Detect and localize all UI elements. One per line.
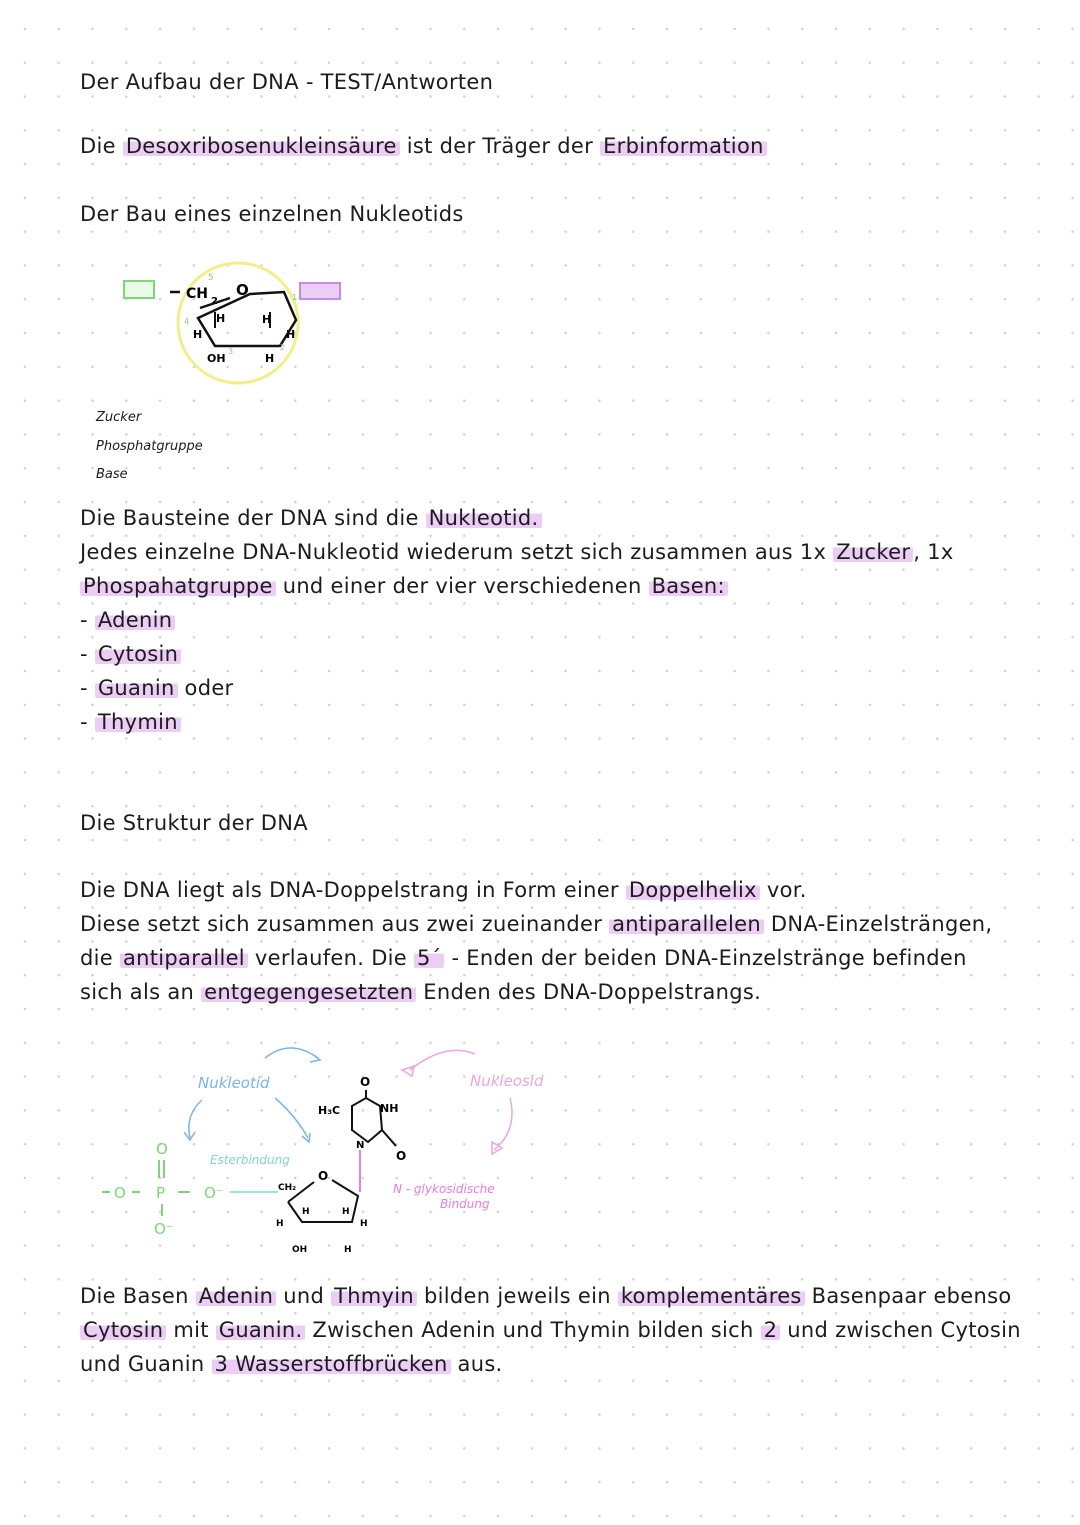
h-label-4: H	[286, 328, 296, 341]
s2-p2-text-2: DNA-Einzelsträngen,	[763, 912, 993, 936]
phosphate-o-right: O⁻	[204, 1184, 224, 1202]
s2-p5-highlight-1: Adenin	[196, 1284, 277, 1308]
s2-p7-highlight: 3 Wasserstoffbrücken	[212, 1352, 451, 1376]
s2-p1-highlight: Doppelhelix	[626, 878, 760, 902]
list-dash: -	[80, 642, 95, 666]
sugar-oh-label: OH	[292, 1245, 308, 1255]
sugar-o-label: O	[318, 1169, 329, 1183]
s2-p3-highlight-1: antiparallel	[120, 946, 248, 970]
s2-p6-text-1: mit	[166, 1318, 216, 1342]
h-label-2: H	[193, 328, 203, 341]
s2-para-line-6	[80, 1318, 1021, 1342]
s2-p1-text-1: Die DNA liegt als DNA-Doppelstrang in Form einer	[80, 878, 626, 902]
arrow-nukleotid-right	[275, 1098, 308, 1138]
ring-oxygen-label: O	[236, 281, 249, 299]
intro-highlight-erbinformation: Erbinformation	[600, 134, 767, 158]
sugar-h-4: H	[360, 1219, 368, 1229]
s2-p7-text-1: und Guanin	[80, 1352, 212, 1376]
bindung-label: Bindung	[440, 1197, 490, 1211]
curved-arrow-top	[265, 1048, 318, 1058]
s2-p4-text-2: Enden des DNA-Doppelstrangs.	[416, 980, 762, 1004]
phosphate-box	[124, 281, 154, 298]
s1-para-line-1	[80, 506, 542, 530]
base-h3c-label: H₃C	[318, 1104, 341, 1117]
phosphate-o-bottom: O⁻	[154, 1220, 174, 1238]
phosphate-o-top: O	[156, 1140, 168, 1158]
base-name: Thymin	[95, 710, 181, 734]
s2-para-line-2	[80, 912, 992, 936]
ch2-label: CH	[186, 286, 208, 302]
nucleotide-diagram	[100, 250, 360, 400]
list-dash: -	[80, 710, 95, 734]
s2-p3-text-1: die	[80, 946, 120, 970]
s2-para-line-4	[80, 980, 761, 1004]
section2-heading: Die Struktur der DNA	[80, 811, 308, 835]
carbon-5-label: 5	[208, 273, 214, 283]
base-name: Guanin	[95, 676, 178, 700]
arrow-nukleosid-left	[410, 1050, 475, 1070]
base-list-item	[80, 642, 181, 666]
s2-p3-text-3: - Enden der beiden DNA-Einzelstränge befinden	[444, 946, 967, 970]
s2-p6-highlight-2: Guanin.	[216, 1318, 306, 1342]
s1-p3-text: und einer der vier verschiedenen	[275, 574, 649, 598]
intro-sentence	[80, 134, 767, 158]
oh-label: OH	[207, 352, 226, 365]
s2-p5-text-2: und	[276, 1284, 332, 1308]
s1-p3-highlight-1: Phospahatgruppe	[80, 574, 276, 598]
nukleosid-label: Nukleosid	[470, 1072, 544, 1090]
s2-p4-highlight: entgegengesetzten	[201, 980, 416, 1004]
sugar-h-5: H	[344, 1245, 352, 1255]
base-list-item	[80, 608, 175, 632]
s2-p2-highlight: antiparallelen	[609, 912, 764, 936]
page-title: Der Aufbau der DNA - TEST/Antworten	[80, 70, 494, 94]
carbon-4-label: 4	[184, 317, 190, 326]
intro-highlight-dna: Desoxribosenukleinsäure	[123, 134, 400, 158]
base-suffix: oder	[177, 676, 234, 700]
sugar-ch2-label: CH₂	[278, 1183, 297, 1193]
arrow-nukleosid-right	[494, 1098, 512, 1150]
s2-para-line-1	[80, 878, 807, 902]
s2-p6-text-2: Zwischen Adenin und Thymin bilden sich	[305, 1318, 761, 1342]
s2-p6-text-3: und zwischen Cytosin	[780, 1318, 1021, 1342]
intro-text-2: ist der Träger der	[399, 134, 601, 158]
base-nh-label: NH	[380, 1102, 399, 1115]
s1-p1-text: Die Bausteine der DNA sind die	[80, 506, 426, 530]
section1-heading: Der Bau eines einzelnen Nukleotids	[80, 202, 464, 226]
h-label-5: H	[265, 352, 275, 365]
list-dash: -	[80, 676, 95, 700]
h-label-3: H	[262, 313, 272, 326]
base-n-label: N	[356, 1140, 365, 1151]
sugar-h-1: H	[302, 1207, 310, 1217]
s1-p2-text-2: , 1x	[913, 540, 954, 564]
sugar-h-2: H	[342, 1207, 350, 1217]
nucleoside-diagram	[90, 1040, 570, 1260]
legend-phosphatgruppe: Phosphatgruppe	[96, 439, 203, 454]
carbon-1-label: 1	[292, 293, 298, 302]
s1-para-line-2	[80, 540, 954, 564]
s2-p5-text-1: Die Basen	[80, 1284, 196, 1308]
sugar-h-3: H	[276, 1219, 284, 1229]
legend-zucker: Zucker	[96, 410, 142, 425]
legend-base: Base	[96, 467, 128, 482]
s2-para-line-7	[80, 1352, 503, 1376]
nukleotid-label: Nukleotid	[198, 1074, 270, 1092]
s1-para-line-3	[80, 574, 728, 598]
s2-p3-highlight-2: 5´	[414, 946, 444, 970]
s2-p1-text-2: vor.	[759, 878, 807, 902]
list-dash: -	[80, 608, 95, 632]
s1-p1-highlight: Nukleotid.	[426, 506, 542, 530]
base-name: Cytosin	[95, 642, 181, 666]
s2-p6-highlight-1: Cytosin	[80, 1318, 166, 1342]
base-o-top-label: O	[360, 1075, 371, 1089]
s2-p3-text-2: verlaufen. Die	[247, 946, 414, 970]
glykosidische-label: N - glykosidische	[393, 1182, 495, 1196]
s2-p2-text-1: Diese setzt sich zusammen aus zwei zueinander	[80, 912, 610, 936]
s2-p5-text-4: Basenpaar ebenso	[804, 1284, 1012, 1308]
ch2-subscript: 2	[211, 296, 218, 307]
base-ring	[352, 1098, 382, 1142]
base-box	[300, 283, 340, 299]
s1-p3-highlight-2: Basen:	[649, 574, 728, 598]
phosphate-p: P	[156, 1184, 166, 1202]
carbon-3-label: 3	[228, 347, 234, 356]
s2-para-line-5	[80, 1284, 1012, 1308]
intro-text-1: Die	[80, 134, 123, 158]
s2-p7-text-2: aus.	[450, 1352, 503, 1376]
s1-p2-text-1: Jedes einzelne DNA-Nukleotid wiederum setzt sich zusammen aus 1x	[80, 540, 834, 564]
carbon-2-label: 2	[280, 343, 286, 352]
base-list-item	[80, 710, 181, 734]
s2-p5-highlight-3: komplementäres	[618, 1284, 805, 1308]
s1-p2-highlight: Zucker	[833, 540, 913, 564]
esterbindung-label: Esterbindung	[210, 1153, 290, 1167]
s2-p6-highlight-3: 2	[761, 1318, 781, 1342]
phosphate-o-left: O	[114, 1184, 126, 1202]
s2-p5-highlight-2: Thmyin	[331, 1284, 417, 1308]
h-label-1: H	[216, 312, 226, 325]
s2-p5-text-3: bilden jeweils ein	[417, 1284, 618, 1308]
base-o-right-label: O	[396, 1149, 407, 1163]
base-list-item	[80, 676, 234, 700]
base-name: Adenin	[95, 608, 176, 632]
s2-p4-text-1: sich als an	[80, 980, 202, 1004]
s2-para-line-3	[80, 946, 967, 970]
